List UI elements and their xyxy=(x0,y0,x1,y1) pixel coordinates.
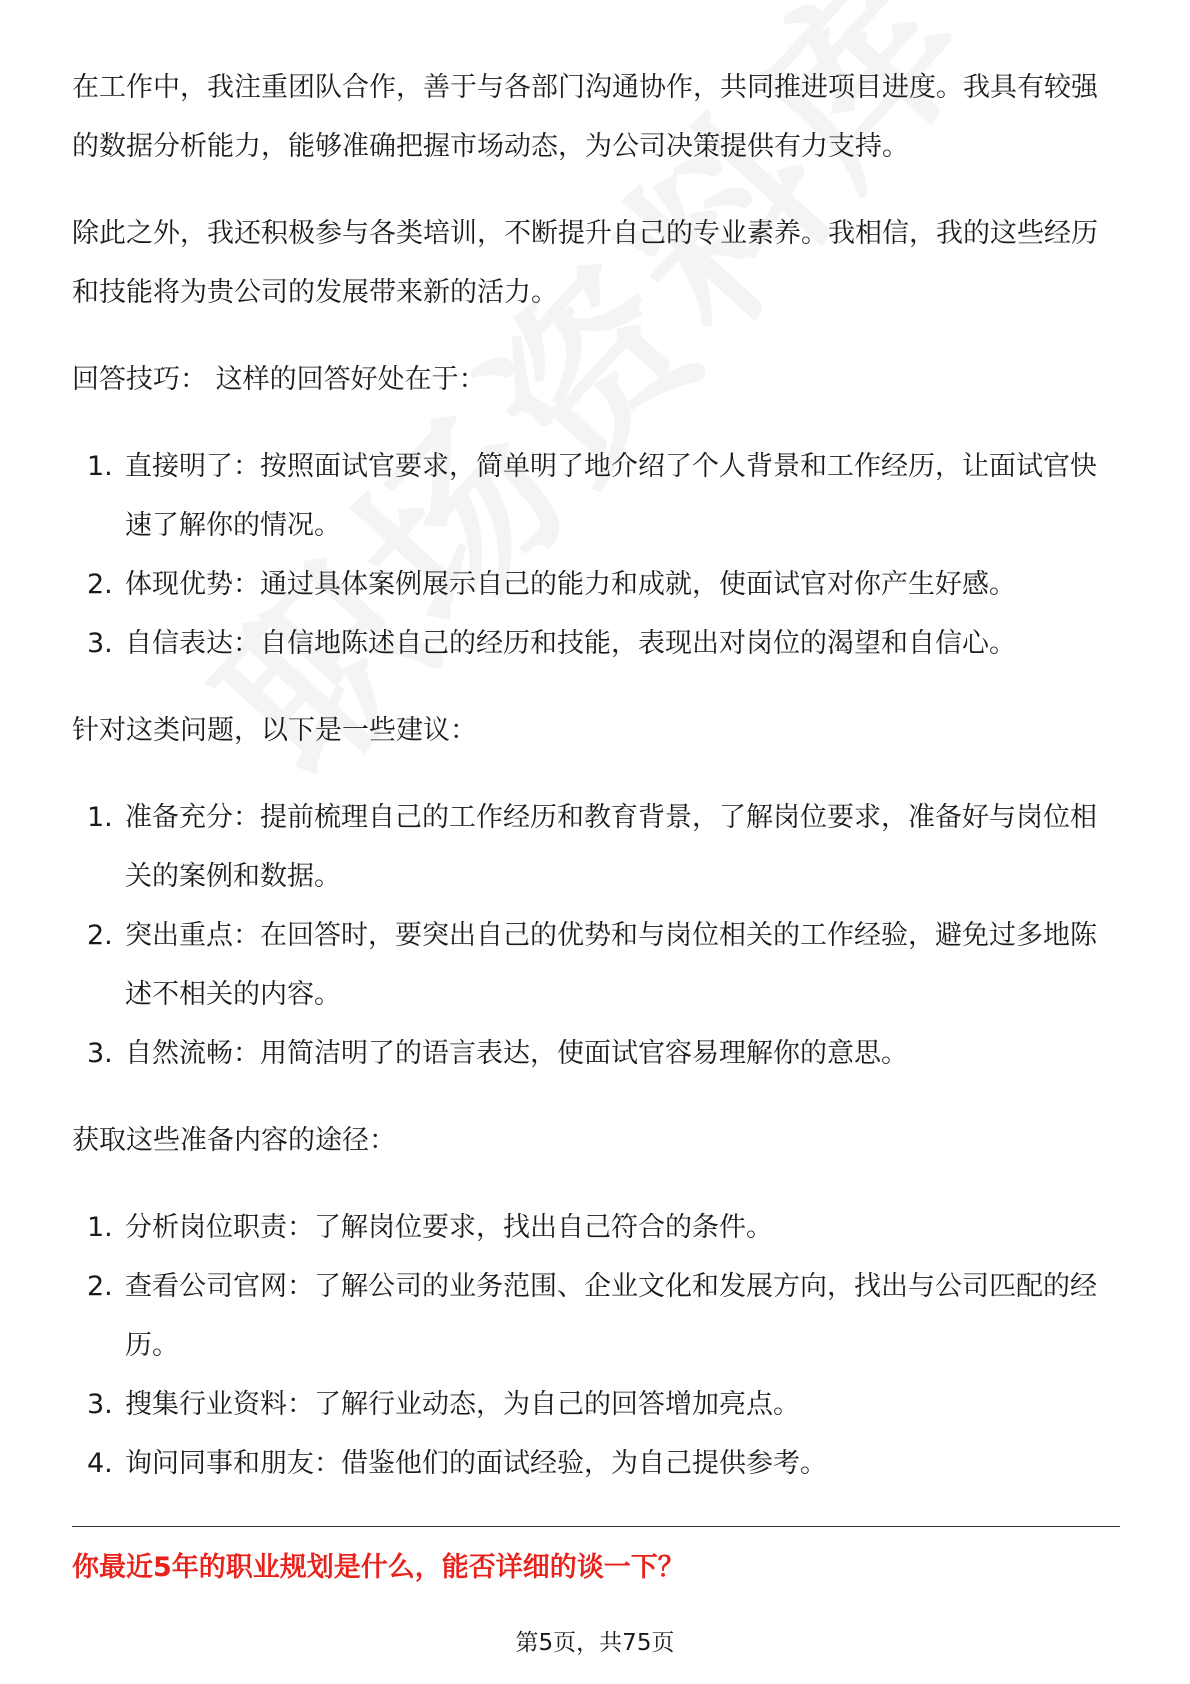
section-divider xyxy=(72,1526,1120,1527)
list-text: 查看公司官网：了解公司的业务范围、企业文化和发展方向，找出与公司匹配的经历。 xyxy=(125,1271,1097,1361)
next-question-heading: 你最近5年的职业规划是什么，能否详细的谈一下？ xyxy=(72,1552,685,1583)
list-text: 搜集行业资料：了解行业动态，为自己的回答增加亮点。 xyxy=(125,1389,800,1420)
list-item xyxy=(72,906,1120,1024)
paragraph-teamwork: 在工作中，我注重团队合作，善于与各部门沟通协作，共同推进项目进度。我具有较强的数据分析能力，能够准确把握市场动态，为公司决策提供有力支持。 xyxy=(72,72,1098,162)
list-text: 准备充分：提前梳理自己的工作经历和教育背景，了解岗位要求，准备好与岗位相关的案例和数据。 xyxy=(125,802,1097,892)
list-text: 自然流畅：用简洁明了的语言表达，使面试官容易理解你的意思。 xyxy=(125,1038,908,1069)
advice-list xyxy=(72,788,1120,1083)
list-number: 1. xyxy=(87,1212,113,1243)
list-item xyxy=(72,1198,1120,1257)
list-number: 3. xyxy=(87,1389,113,1420)
list-number: 3. xyxy=(87,628,113,659)
sources-heading: 获取这些准备内容的途径： xyxy=(72,1125,396,1156)
list-item xyxy=(72,437,1120,555)
page-footer: 第5页，共75页 xyxy=(515,1630,675,1656)
tips-heading: 回答技巧： 这样的回答好处在于： xyxy=(72,364,486,395)
advice-heading: 针对这类问题，以下是一些建议： xyxy=(72,715,477,746)
tips-list xyxy=(72,437,1120,673)
list-number: 4. xyxy=(87,1448,113,1479)
list-text: 直接明了：按照面试官要求，简单明了地介绍了个人背景和工作经历，让面试官快速了解你的情况。 xyxy=(125,451,1097,541)
list-item xyxy=(72,614,1120,673)
list-number: 2. xyxy=(87,920,113,951)
sources-list xyxy=(72,1198,1120,1493)
list-text: 自信表达：自信地陈述自己的经历和技能，表现出对岗位的渴望和自信心。 xyxy=(125,628,1016,659)
list-item xyxy=(72,1375,1120,1434)
list-number: 3. xyxy=(87,1038,113,1069)
list-item xyxy=(72,1257,1120,1375)
list-text: 突出重点：在回答时，要突出自己的优势和与岗位相关的工作经验，避免过多地陈述不相关的内容。 xyxy=(125,920,1097,1010)
list-text: 体现优势：通过具体案例展示自己的能力和成就，使面试官对你产生好感。 xyxy=(125,569,1016,600)
list-number: 2. xyxy=(87,1271,113,1302)
page-content xyxy=(72,58,1120,1521)
list-number: 1. xyxy=(87,802,113,833)
list-text: 分析岗位职责：了解岗位要求，找出自己符合的条件。 xyxy=(125,1212,773,1243)
list-text: 询问同事和朋友：借鉴他们的面试经验，为自己提供参考。 xyxy=(125,1448,827,1479)
list-number: 2. xyxy=(87,569,113,600)
paragraph-training: 除此之外，我还积极参与各类培训，不断提升自己的专业素养。我相信，我的这些经历和技能将为贵公司的发展带来新的活力。 xyxy=(72,218,1098,308)
list-number: 1. xyxy=(87,451,113,482)
list-item xyxy=(72,788,1120,906)
list-item xyxy=(72,1024,1120,1083)
list-item xyxy=(72,1434,1120,1493)
list-item xyxy=(72,555,1120,614)
